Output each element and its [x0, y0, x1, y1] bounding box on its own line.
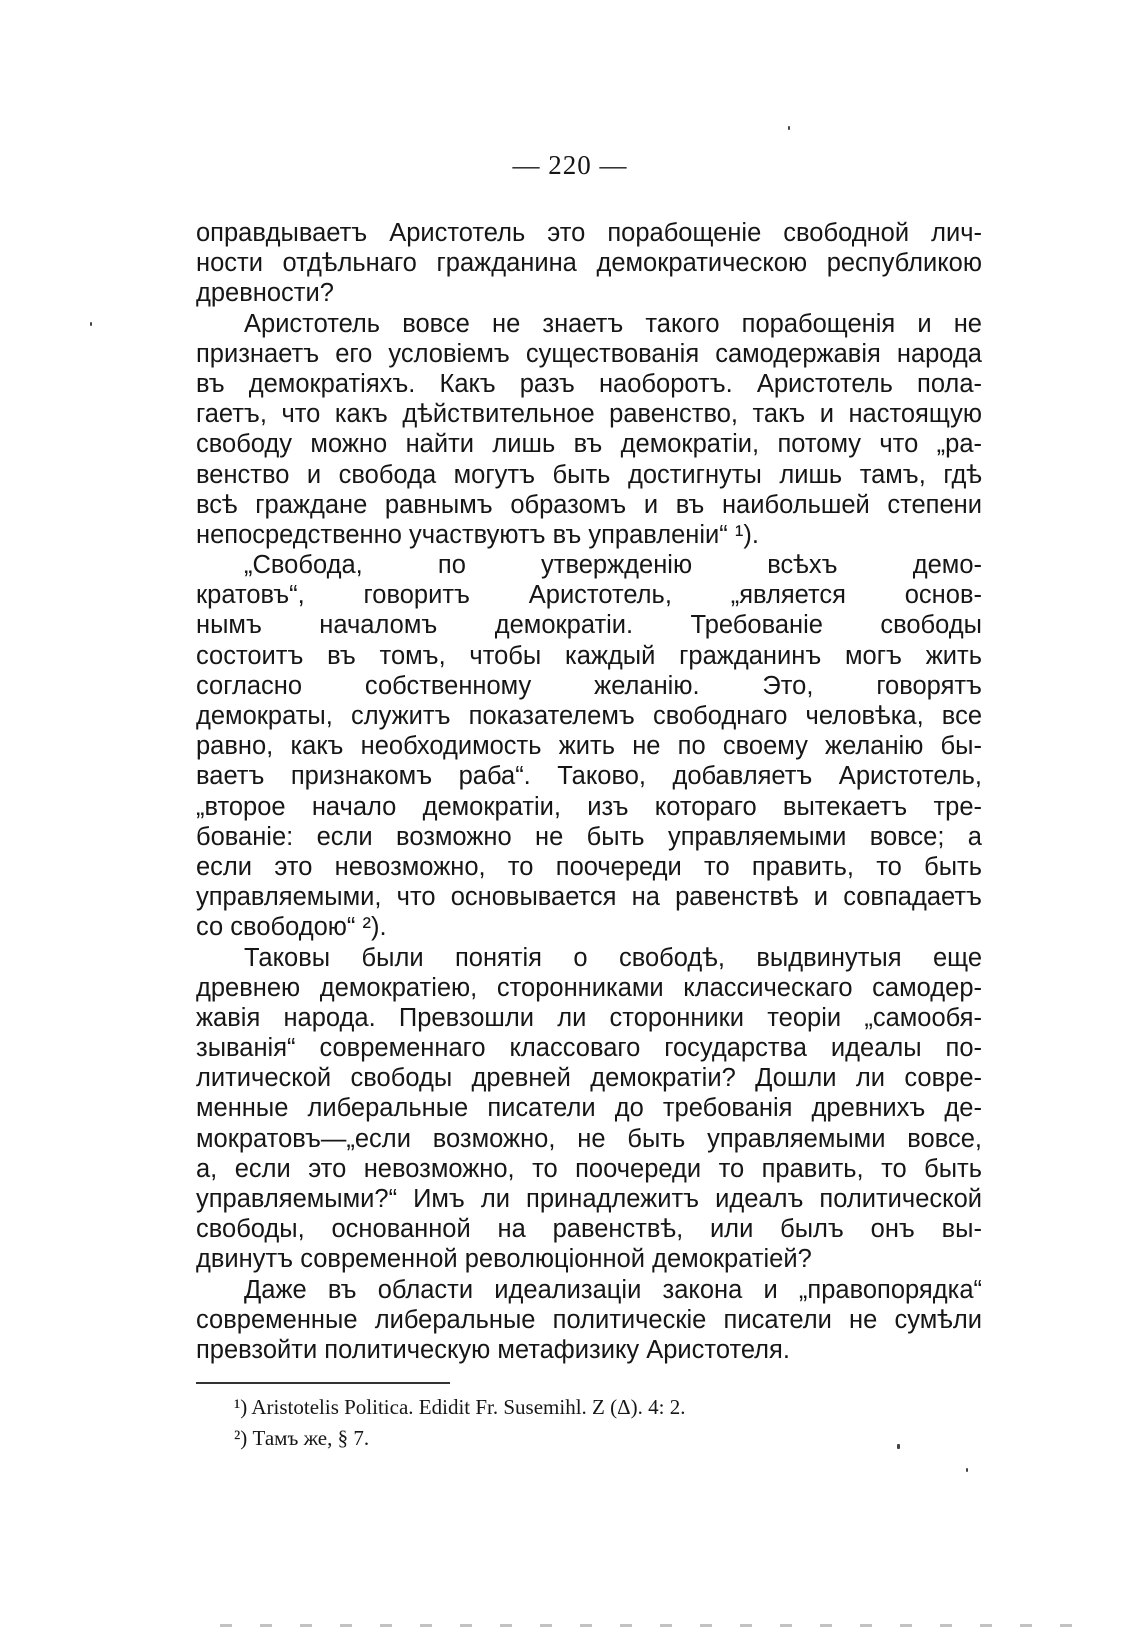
text-line: Аристотель вовсе не знаетъ такого порабощенія и не	[244, 309, 982, 338]
paragraph-5	[196, 1275, 982, 1366]
text-line: гаетъ, что какъ дѣйствительное равенство, такъ и настоящую	[196, 400, 982, 429]
text-line: признаетъ его условіемъ существованія самодержавія народа	[196, 339, 982, 368]
text-line: менные либеральные писатели до требованія древнихъ де-	[196, 1094, 982, 1123]
text-line: всѣ граждане равнымъ образомъ и въ наибольшей степени	[196, 490, 982, 519]
text-line: Даже въ области идеализаціи закона и „правопорядка“	[244, 1275, 982, 1304]
text-line: со свободою“ ²).	[196, 913, 387, 942]
scan-speck	[90, 322, 92, 326]
text-line: нымъ началомъ демократіи. Требованіе свободы	[196, 611, 982, 640]
text-line: „Свобода, по утвержденію всѣхъ демо-	[244, 551, 982, 580]
text-line: состоитъ въ томъ, чтобы каждый гражданинъ могъ жить	[196, 641, 982, 670]
text-line: древности?	[196, 279, 334, 308]
text-line: если это невозможно, то поочереди то править, то быть	[196, 852, 982, 881]
text-line: демократы, служитъ показателемъ свободнаго человѣка, все	[196, 702, 982, 730]
paragraph-4	[196, 943, 982, 1275]
scan-speck	[897, 1444, 900, 1449]
text-line: равно, какъ необходимость жить не по своему желанію бы-	[196, 732, 982, 761]
text-line: согласно собственному желанію. Это, говорятъ	[196, 671, 982, 700]
text-line: ваетъ признакомъ раба“. Таково, добавляетъ Аристотель,	[196, 762, 982, 791]
text-line: ности отдѣльнаго гражданина демократическою республикою	[196, 249, 982, 278]
footnote-1: ¹) Aristotelis Politica. Edidit Fr. Susemihl. Ζ (Δ). 4: 2.	[234, 1395, 686, 1419]
footnote-2: ²) Тамъ же, § 7.	[234, 1426, 370, 1450]
text-line: въ демократіяхъ. Какъ разъ наоборотъ. Аристотель пола-	[196, 369, 982, 398]
text-line: зыванія“ современнаго классоваго государства идеалы по-	[196, 1034, 982, 1063]
paragraph-1	[196, 218, 982, 309]
text-line: мократовъ—„если возможно, не быть управляемыми вовсе,	[196, 1124, 982, 1153]
text-line: управляемыми, что основывается на равенствѣ и совпадаетъ	[196, 883, 982, 912]
scan-edge-noise	[220, 1624, 1100, 1627]
scan-speck	[966, 1468, 968, 1472]
footnote-divider	[196, 1382, 450, 1384]
text-line: литической свободы древней демократіи? Дошли ли совре-	[196, 1064, 982, 1093]
text-line: современные либеральные политическіе писатели не сумѣли	[196, 1305, 982, 1334]
scan-speck	[788, 126, 790, 130]
footnotes	[234, 1392, 934, 1454]
text-line: бованіе: если возможно не быть управляемыми вовсе; а	[196, 822, 982, 851]
text-line: Таковы были понятія о свободѣ, выдвинутыя еще	[244, 943, 982, 972]
text-line: „второе начало демократіи, изъ котораго вытекаетъ тре-	[196, 792, 982, 821]
main-text	[196, 218, 982, 1365]
text-line: древнею демократіею, сторонниками классическаго самодер-	[196, 973, 982, 1002]
text-line: венство и свобода могутъ быть достигнуты лишь тамъ, гдѣ	[196, 460, 982, 489]
text-line: а, если это невозможно, то поочереди то править, то быть	[196, 1154, 982, 1183]
page-number: — 220 —	[512, 150, 628, 180]
paragraph-3	[196, 550, 982, 942]
text-line: превзойти политическую метафизику Аристотеля.	[196, 1335, 790, 1364]
text-line: двинутъ современной революціонной демократіей?	[196, 1245, 812, 1274]
text-line: непосредственно участвуютъ въ управленіи“ ¹).	[196, 520, 759, 549]
text-line: жавія народа. Превзошли ли сторонники теоріи „самообя-	[196, 1003, 982, 1032]
text-line: управляемыми?“ Имъ ли принадлежитъ идеалъ политической	[196, 1185, 982, 1213]
text-line: оправдываетъ Аристотель это порабощеніе свободной лич-	[196, 219, 982, 247]
text-line: свободу можно найти лишь въ демократіи, потому что „ра-	[196, 430, 982, 459]
text-line: кратовъ“, говоритъ Аристотель, „является основ-	[196, 581, 982, 610]
text-line: свободы, основанной на равенствѣ, или былъ онъ вы-	[196, 1215, 982, 1244]
paragraph-2	[196, 309, 982, 551]
